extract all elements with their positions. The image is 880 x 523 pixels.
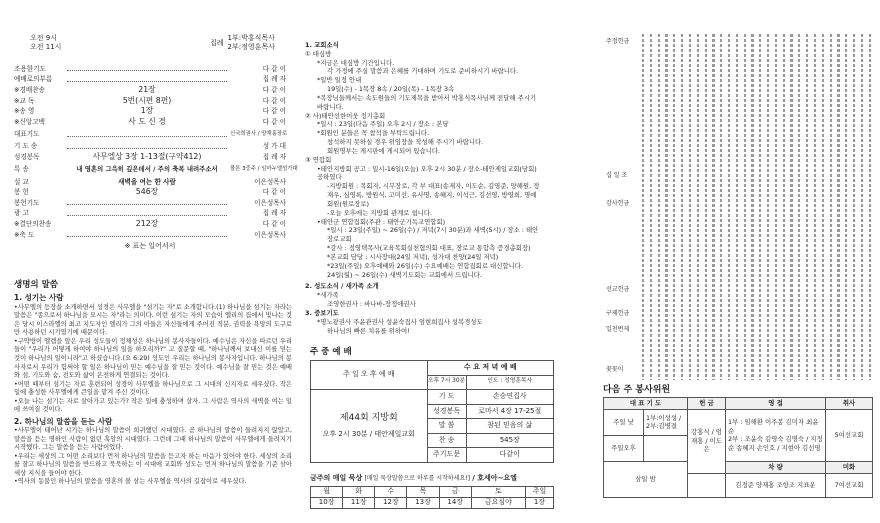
ann-line: *지금은 대심방 기간입니다. — [317, 58, 395, 67]
wed-row-label: 찬 송 — [427, 433, 466, 448]
ann-line: *본교회 담당 : 시사장대(24일 저녁), 성가대 찬양(24일 저녁) — [327, 252, 499, 261]
duty-offering-cont — [688, 473, 726, 497]
order-leader: 다 같 이 — [262, 96, 286, 105]
ann-line: *목장님들께서는 속도원들의 기도제목을 받아서 박홍식목사님께 전달해 주시기 바랍니다. — [317, 93, 537, 111]
wed-row-value: 다같이 — [466, 448, 554, 463]
duty-head-offering: 헌 금 — [688, 398, 726, 410]
offering-name-column — [650, 34, 652, 380]
qt-chapter: 10장 — [311, 498, 343, 509]
ann-heading: 1. 교회소식 — [305, 41, 339, 49]
order-label: 봉 헌 — [14, 188, 29, 197]
offering-name-column — [705, 34, 707, 380]
ann-sub: ① 대심방 — [305, 49, 332, 58]
order-item: 새벽을 여는 한 사람 — [118, 177, 176, 186]
offering-name-column — [744, 34, 746, 380]
offering-name-column — [798, 34, 800, 380]
wed-row-label: 주기도문 — [427, 448, 466, 463]
ann-line: 각 가정에 주실 말씀과 은혜를 기대하며 기도로 준비하시기 바랍니다. — [327, 67, 519, 76]
order-item: 212장 — [135, 219, 159, 229]
wed-row-label: 기 도 — [427, 390, 466, 405]
ann-line: *일시 : 23일(주일) ~ 26일(수) / 저녁(7시 30분)과 새벽(5시) / 장소 : 태안장로교회 — [327, 226, 539, 244]
offering-name-column — [720, 34, 722, 380]
order-leader: 볼톤 3중주 / 임마누엘성가대 — [230, 166, 298, 173]
offering-names — [642, 34, 871, 380]
order-row — [14, 198, 286, 209]
order-label: 봉헌기도 — [14, 198, 40, 207]
leader-second: 2부:정영훈목사 — [227, 43, 275, 52]
weekly-worship-table — [310, 360, 554, 463]
ann-line: 19일(수) - 1목장 8속 / 20일(목) - 1목장 3속 — [327, 85, 455, 94]
duty-head-beauty: 미화 — [826, 461, 873, 473]
order-label: ※송 영 — [14, 107, 35, 116]
order-leader: 집 례 자 — [262, 209, 286, 218]
wed-row-label: 성경봉독 — [427, 404, 466, 419]
wed-head: 수 요 저 녁 예 배 — [427, 361, 553, 376]
wed-row-value: 손승연집사 — [466, 390, 554, 405]
order-label: 조용한기도 — [14, 64, 46, 73]
offering-name-column — [728, 34, 730, 380]
order-row — [14, 142, 286, 153]
qt-day: 화 — [343, 487, 375, 498]
order-leader-dots — [67, 67, 227, 71]
order-label: ※신앙고백 — [14, 117, 46, 126]
order-row — [14, 209, 286, 220]
duty-title: 다음 주 봉사위원 — [603, 385, 671, 395]
ann-heading: 3. 중보기도 — [305, 308, 339, 317]
offering-name-column — [736, 34, 738, 380]
qt-subtitle: [매일 묵상말씀으로 하루를 시작하세요!] — [364, 475, 470, 482]
ann-line: 조영한권사 : 바나바-장정애권사 — [327, 300, 416, 309]
order-row — [14, 96, 286, 107]
qt-chapter: 13장 — [407, 498, 439, 509]
order-leader: 신국희권사 / 양재홍장로 — [230, 130, 288, 137]
order-leader-dots — [67, 145, 227, 149]
offering-directory — [606, 34, 871, 380]
offering-name-column — [775, 34, 777, 380]
offering-name-column — [751, 34, 753, 380]
order-row — [14, 177, 286, 188]
duty-head-usher: 영 접 — [726, 398, 826, 410]
offering-name-column — [658, 34, 660, 380]
sermon-paragraph: •우리는 세상의 그 어떤 소리보다 먼저 하나님의 말씀을 듣고자 하는 마음가 있어야 한다. 세상의 소리를 잘고 하나님의 말씀을 반드하고 묵묵하는 이 시대에 교회와 성도는 먼저 하나님의 말씀을 기준 삼아 세상 지식을 들어야 한다. — [14, 452, 292, 477]
qt-title: 금주의 매일 묵상 — [310, 474, 363, 482]
duty-head-cook: 취사 — [826, 398, 873, 410]
duty-usher-1: 1부 : 임해환 이주봉 김미자 최윤순 — [728, 417, 819, 435]
order-row — [14, 230, 286, 241]
order-label: ※교 독 — [14, 96, 35, 105]
order-label: ※경배찬송 — [14, 86, 46, 95]
offering-category-label: 꽃꽂이 — [606, 366, 624, 373]
offering-name-column — [861, 34, 863, 380]
order-item: 5번(시편 8편) — [122, 95, 172, 105]
sermon-heading-1: 1. 성기는 사람 — [14, 293, 64, 303]
qt-day: 수 — [375, 487, 407, 498]
order-leader: 이은성목사 — [254, 230, 286, 239]
duty-cook: 5여선교회 — [826, 409, 873, 461]
leader-first: 1부:박홍식목사 — [227, 34, 275, 42]
ann-line: *새가족 — [317, 291, 339, 300]
duty-prayer-empty — [644, 435, 688, 461]
offering-name-column — [712, 34, 714, 380]
order-label: 성경봉독 — [14, 153, 40, 161]
offering-name-column — [869, 34, 871, 380]
order-leader: 다 같 이 — [262, 188, 286, 197]
offering-name-column — [814, 34, 816, 380]
wed-time: 오후 7시 30분 — [427, 375, 466, 390]
order-item: 21장 — [138, 85, 156, 95]
offering-name-column — [806, 34, 808, 380]
sermon-paragraph: •사무엘의 등장을 소개하면서 성경은 사무엘을 "섬기는 자"로 소개합니다.(1) 하나님을 섬기는 자라는 말씀은 "종으로서 하나님을 모시는 자"라는 의미다. 이런 섬기는 자의 모습이 엘리의 집에서 빛나는 것은 당시 이스라엘의 최고 지도자인 엘리가 그의 아들은 자신들에게 주어진 직분, 권력을 욕망의 도구로만 사용하던 시기였기에 때문이다. — [14, 303, 292, 337]
offering-labels — [606, 34, 640, 380]
order-label: 예배로의부름 — [14, 75, 53, 84]
order-label: 기 도 송 — [14, 142, 38, 151]
order-label: 광 고 — [14, 209, 29, 218]
offering-category-label: 구제헌금 — [606, 310, 630, 317]
offering-category-label: 감사헌금 — [606, 200, 630, 207]
qt-day: 목 — [407, 487, 439, 498]
order-row — [14, 152, 286, 163]
order-label: 특 송 — [14, 165, 29, 174]
order-leader: 이은성목사 — [254, 198, 286, 207]
ann-sub: ③ 연합회 — [305, 155, 332, 164]
order-leader-dots — [67, 133, 227, 137]
order-leader: 다 같 이 — [262, 86, 286, 95]
order-row — [14, 64, 286, 75]
offering-name-column — [830, 34, 832, 380]
order-label: 설 교 — [14, 177, 29, 186]
order-row — [14, 128, 286, 142]
ann-line: 회원명부는 게시판에 게시되어 있습니다. — [327, 146, 441, 155]
order-leader: 집 례 자 — [262, 153, 286, 161]
qt-day: 주일 — [525, 487, 553, 498]
order-leader-dots — [67, 233, 227, 237]
wed-row-value: 참된 믿음의 삶 — [466, 419, 554, 434]
sermon-paragraph: •구약방이 엘렘을 앞은 우리 성도들이 정체성은 하나님의 봉사자들이다. 예수님은 자신을 따르던 우리들이 "우리가 어떻게 하여야 하나님의 일을 하오리까?" 고 질문할 때, "하나님께서 보내신 이를 믿는 것이 하나님의 일이니라"고 하셨습니다.(요 6:29) 성도인 우리는 하나님의 봉사자입니다. 하나님의 봉사자로서 우리가 힘써야 할 일은 하나님이 믿는 예수님을 잘 믿는 것이다. 예수님을 잘 믿는 것은 예배와 섬, 기도와 숨, 전도와 삶이 온전하게 연결되는 것이다. — [14, 337, 292, 380]
duty-row-label: 주일 낮 — [604, 409, 644, 435]
service-times — [30, 34, 61, 52]
ann-line: 창석하지 못하실 경우 위임장을 작성해 주시기 바랍니다. — [327, 138, 484, 147]
announcements — [305, 41, 540, 335]
sermon-paragraph: •오늘 나는 섬기는 자로 살아가고 있는가? 작은 일에 충성하며 살자. 그 사람은 역사의 새벽을 여는 일에 쓰여질 것이다. — [14, 397, 292, 414]
qt-heading — [310, 474, 517, 483]
qt-day: 금 — [439, 487, 471, 498]
leader-label: 집례 — [210, 38, 224, 47]
qt-book: / 호세아~요엘 — [472, 474, 517, 482]
duty-car: 김정준 양재홍 조항조 지표운 — [726, 473, 826, 497]
offering-name-column — [837, 34, 839, 380]
wed-row-label: 말 씀 — [427, 419, 466, 434]
duty-prayer: 1부:이성성 / 2부:김병결 — [644, 409, 688, 435]
offering-name-column — [673, 34, 675, 380]
offering-category-label: 일천번제 — [606, 326, 630, 333]
ann-line: *일반 일정 안내 — [317, 76, 362, 85]
order-row — [14, 117, 286, 128]
offering-name-column — [681, 34, 683, 380]
duty-head-prayer: 대 표 기 도 — [604, 398, 688, 410]
order-item: 사 도 신 경 — [128, 117, 166, 126]
sermon-section — [14, 278, 292, 487]
offering-name-column — [665, 34, 667, 380]
offering-name-column — [642, 34, 644, 380]
order-leader: 다 같 이 — [262, 64, 286, 73]
sun-body — [311, 390, 428, 463]
wed-leader: 인도 : 정영훈목사 — [466, 375, 554, 390]
offering-name-column — [853, 34, 855, 380]
order-leader-dots — [67, 201, 227, 205]
sun-time: 오후 2시 30분 / 태안제일교회 — [322, 430, 415, 439]
wed-row-value: 로마서 4장 17-25절 — [466, 404, 554, 419]
duty-head-car: 차 량 — [726, 461, 826, 473]
order-note: ※ 표는 일어서서 — [124, 242, 176, 251]
sermon-heading-2: 2. 하나님의 말씀을 듣는 사람 — [14, 416, 113, 426]
order-item: 546장 — [135, 187, 159, 197]
ann-line: 하나님의 빠른 치유를 위하여! — [327, 326, 410, 335]
order-leader: 다 같 이 — [262, 117, 286, 126]
sun-event: 제44회 지방회 — [339, 412, 398, 423]
ann-line: 24일(월) ~ 26일(수) 새벽기도회는 교회에서 드립니다. — [327, 270, 482, 279]
qt-chapter: 11장 — [343, 498, 375, 509]
duty-offering: 강홍식 / 엄재홍 / 이도은 — [688, 409, 726, 473]
order-row — [14, 163, 298, 177]
duty-usher-2: 2부 : 조윤숙 김영숙 김명숙 / 지정순 송혜지 손인호 / 지현아 김선영 — [728, 435, 823, 452]
order-leader: 집 례 자 — [262, 75, 286, 84]
order-leader: 성 가 대 — [262, 142, 286, 151]
time-second: 오전 11시 — [30, 43, 62, 52]
ann-line: *명노광권사 주윤관권사 성윤숙집사 엄현희집사 성복경성도 — [317, 317, 483, 326]
order-item: 1장 — [140, 106, 154, 116]
wed-row-value: 545장 — [466, 433, 554, 448]
offering-category-label: 주정헌금 — [606, 38, 630, 45]
offering-name-column — [697, 34, 699, 380]
sermon-paragraph: •사무엘이 태어난 시기는 하나님의 말씀이 희귀했던 시대였다. 곧 하나님의 말씀이 들려지지 않았고, 말씀을 듣는 명하인 사람이 없던 혹암의 시대였다. 그런데 그때 하나님의 말씀이 사무엘에게 들려지기 시작했다. 그는 말씀을 듣는 사람이었다. — [14, 427, 292, 452]
duty-table — [603, 397, 873, 498]
offering-name-column — [822, 34, 824, 380]
order-of-worship — [14, 64, 298, 252]
sermon-paragraph: •어떤 때부터 섬기는 자로 훈련되어 성경이 사무엘을 하나님으로 그 시대의 신지자로 세우셨다. 작은 일에 충성한 사무엘에게 큰일을 맡겨 주신 것이다. — [14, 380, 292, 397]
qt-chapter: 12장 — [375, 498, 407, 509]
ann-sub: ② 사)태안선한이웃 정기총회 — [305, 111, 386, 120]
offering-name-column — [759, 34, 761, 380]
weekly-title: 주 중 예 배 — [310, 347, 352, 357]
ann-line: -지방회원 : 목회자, 시무장로, 각 부 대표(송재자, 이도순, 김영준, 양해원, 정재우, 심영록, 방원식, 고미선, 유사명, 송혜지, 이석근, 김선영, 방영희, 명예회원(원로장로) — [327, 182, 540, 208]
offering-name-column — [845, 34, 847, 380]
order-row — [14, 75, 286, 86]
ann-line: *23일(주일) 오후예배와 26일(수) 수요예배는 연합집회로 대신합니다. — [327, 261, 523, 270]
order-leader-dots — [67, 212, 227, 216]
order-leader-dots — [67, 78, 227, 82]
ann-heading: 2. 성도소식 / 새가족 소개 — [305, 282, 379, 291]
duty-row-label: 삼일 밤 — [604, 461, 688, 497]
order-label: ※축 도 — [14, 230, 35, 239]
qt-chapter: 금요심야 — [471, 498, 525, 509]
ann-line: •태안군 연합집회(주관 : 태안군기독교연합회) — [317, 217, 446, 226]
duty-usher — [726, 409, 826, 461]
order-row — [14, 106, 286, 117]
qt-table — [310, 486, 554, 509]
qt-day: 토 — [471, 487, 525, 498]
sun-head: 주 일 오 후 예 배 — [311, 361, 428, 390]
offering-category-label: 십 일 조 — [606, 172, 628, 179]
ann-line: •태안지방회 공고 : 일시-16일(오늘) 오후 2시 30분 / 장소-태안제일교회(당회) 공하였다 — [317, 164, 537, 182]
ann-line: *강사 : 정영택목사(교육목회실천협의회 대표, 장로교 통합측 증경총회장) — [327, 244, 531, 253]
order-label: 대표기도 — [14, 130, 40, 139]
order-item: 사무엘상 3장 1-13절(구약412) — [92, 152, 202, 162]
qt-chapter: 1장 — [525, 498, 553, 509]
order-leader: 이은성목사 — [254, 177, 286, 186]
qt-day: 월 — [311, 487, 343, 498]
order-label: ※결단의찬송 — [14, 219, 52, 228]
order-leader: 다 같 이 — [262, 219, 286, 228]
sermon-title: 생명의 말씀 — [14, 280, 59, 290]
order-row — [14, 85, 286, 96]
offering-name-column — [783, 34, 785, 380]
ann-line: -오늘 오후에는 지방회 관계로 쉽니다. — [327, 208, 433, 217]
offering-name-column — [790, 34, 792, 380]
duty-row-label: 주일오후 — [604, 435, 644, 461]
offering-category-label: 선교헌금 — [606, 286, 630, 293]
sermon-paragraph: •역사의 동불인 하나님의 말씀을 영혼의 볼 삼는 사무엘을 역사의 길잡이로 세우셨다. — [14, 478, 247, 486]
qt-chapter: 14장 — [439, 498, 471, 509]
order-row — [14, 187, 286, 198]
ann-line: *일시 : 23일(다음 주일) 오후 2시 / 장소 : 본당 — [317, 120, 449, 129]
duty-beauty: 7여선교회 — [826, 473, 873, 497]
offering-name-column — [767, 34, 769, 380]
service-leaders — [210, 34, 275, 52]
ann-line: *회원인 분들은 꼭 참석을 부탁드립니다. — [317, 129, 430, 138]
offering-name-column — [689, 34, 691, 380]
order-item: 내 영혼의 그윽히 깊은데서 / 주의 축복 내려주소서 — [76, 165, 218, 174]
order-leader: 다 같 이 — [262, 107, 286, 116]
order-row — [14, 219, 286, 230]
time-first: 오전 9시 — [30, 34, 57, 42]
